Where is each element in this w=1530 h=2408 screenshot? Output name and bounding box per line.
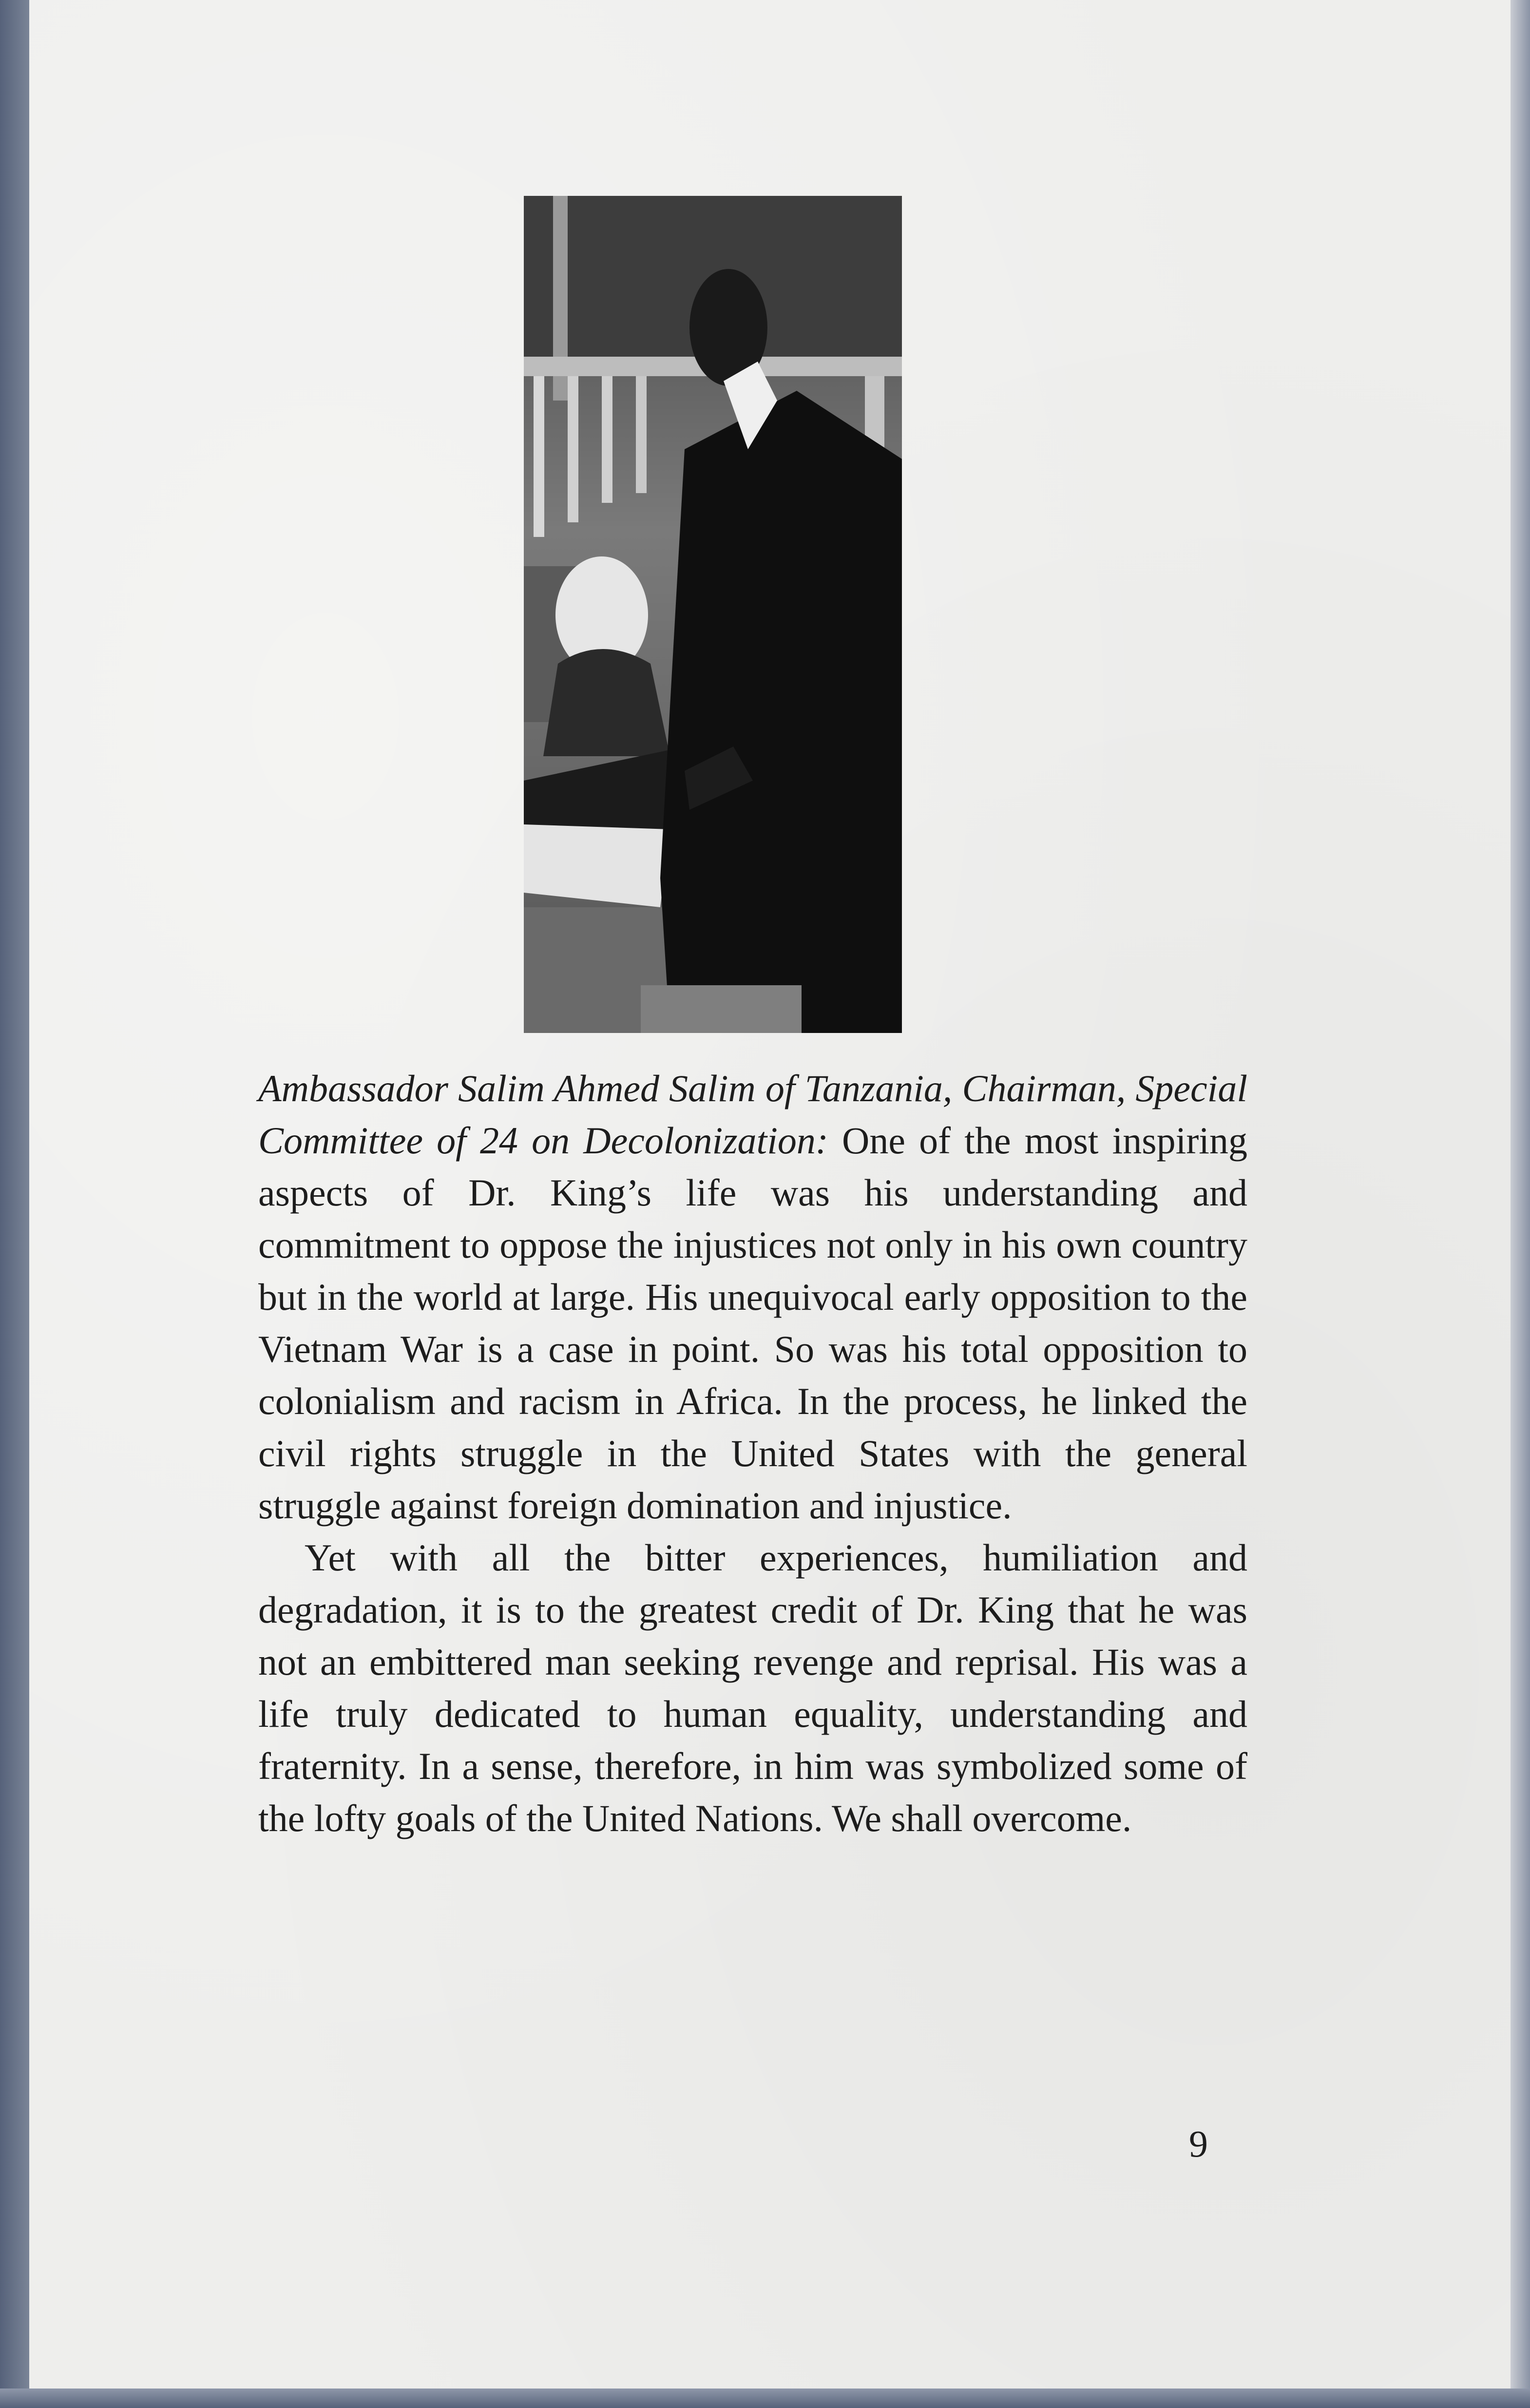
speaker-attribution: Ambassador Salim Ahmed Salim of Tanzania, Chairman, Special Committee of 24 on Decolonization: bbox=[258, 1067, 1247, 1162]
paragraph-1-body: One of the most inspiring aspects of Dr. King’s life was his understanding and commitment to oppose the injustices not only in his own country but in the world at large. His unequivocal early opposition to the Vietnam War is a case in point. So was his total opposition to colonialism and racism in Africa. In the process, he linked the civil rights struggle in the United States with the general struggle against foreign domination and injustice. bbox=[258, 1119, 1247, 1527]
page bbox=[29, 0, 1511, 2389]
paragraph-1 bbox=[258, 1062, 1247, 1531]
page-number: 9 bbox=[1189, 2122, 1208, 2165]
photo-portrait-icon bbox=[524, 196, 902, 1033]
scan-border-right bbox=[1511, 0, 1530, 2408]
paragraph-2: Yet with all the bitter experiences, humiliation and degradation, it is to the greatest credit of Dr. King that he was not an embittered man seeking revenge and reprisal. His was a life truly dedicated to human equality, understanding and fraternity. In a sense, therefore, in him was symbolized some of the lofty goals of the United Nations. We shall overcome. bbox=[258, 1536, 1247, 1839]
scan-border-bottom bbox=[0, 2389, 1530, 2408]
photograph bbox=[524, 196, 902, 1033]
scan-border-left bbox=[0, 0, 29, 2408]
article-text bbox=[258, 1062, 1247, 1844]
